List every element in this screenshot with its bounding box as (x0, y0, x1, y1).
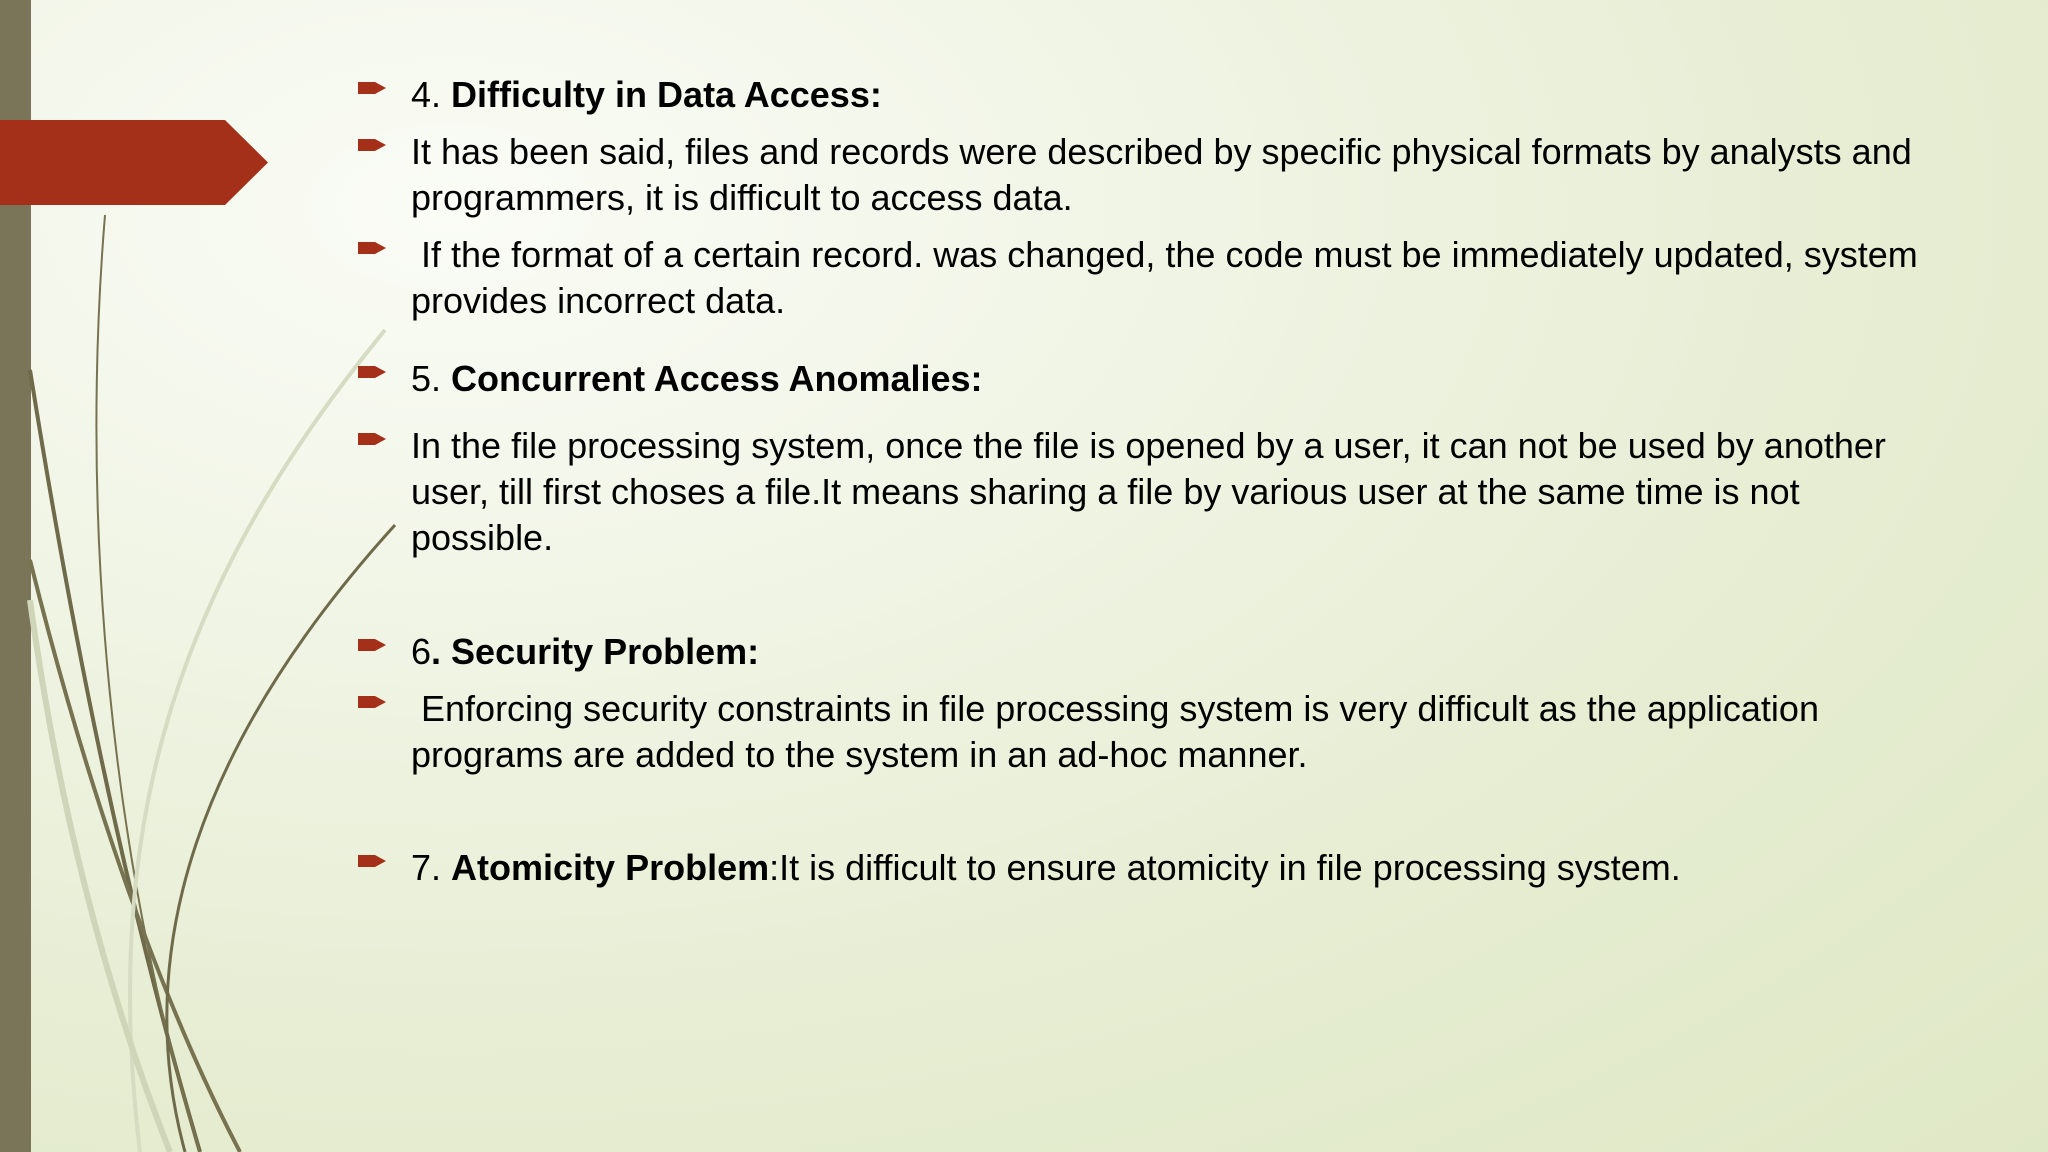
bullet-concurrent-desc (358, 423, 1918, 561)
bullet-difficulty-desc-2 (358, 232, 1928, 324)
bullet-concurrent-heading (358, 356, 1918, 402)
bullet-difficulty-heading (358, 72, 1918, 118)
bullet-arrow-icon (358, 136, 386, 154)
bullet-arrow-icon (358, 430, 386, 448)
bullet-arrow-icon (358, 79, 386, 97)
bullet-arrow-icon (358, 363, 386, 381)
bullet-text: It has been said, files and records were described by specific physical formats by analysts and programmers, it is difficult to access data. (411, 131, 1912, 218)
bullet-atomicity (358, 845, 1918, 891)
bullet-text: If the format of a certain record. was changed, the code must be immediately updated, system provides incorrect data. (411, 234, 1928, 321)
bullet-difficulty-desc-1 (358, 129, 1918, 221)
bullet-text: Enforcing security constraints in file processing system is very difficult as the application programs are added to the system in an ad-hoc manner. (411, 688, 1829, 775)
bullet-text: 7. Atomicity Problem:It is difficult to ensure atomicity in file processing system. (411, 847, 1681, 888)
bullet-security-desc (358, 686, 1918, 778)
bullet-text: In the file processing system, once the file is opened by a user, it can not be used by another user, till first choses a file.It means sharing a file by various user at the same time is not possible. (411, 425, 1886, 558)
bullet-text: 6. Security Problem: (411, 631, 760, 672)
bullet-text: 4. Difficulty in Data Access: (411, 74, 882, 115)
bullet-arrow-icon (358, 693, 386, 711)
bullet-security-heading (358, 629, 1918, 675)
bullet-arrow-icon (358, 239, 386, 257)
bullet-arrow-icon (358, 636, 386, 654)
bullet-arrow-icon (358, 852, 386, 870)
bullet-text: 5. Concurrent Access Anomalies: (411, 358, 983, 399)
